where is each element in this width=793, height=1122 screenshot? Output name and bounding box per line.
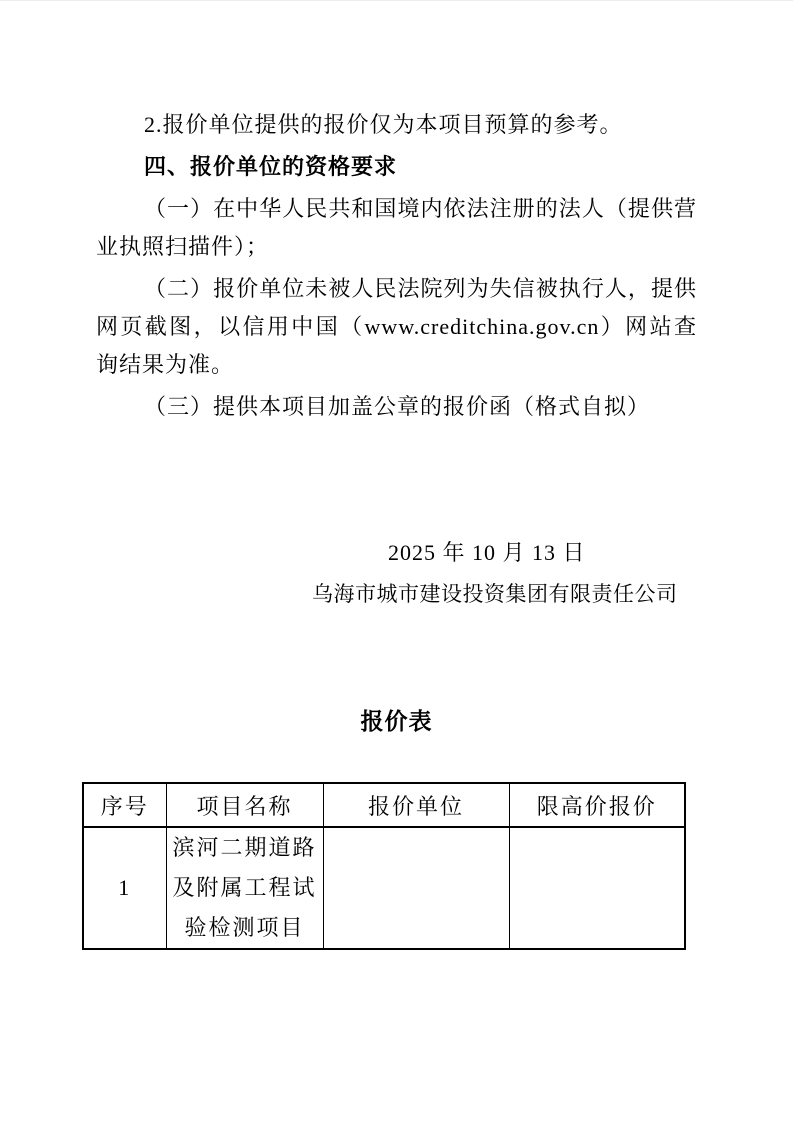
table-header-serial-number: 序号 bbox=[83, 783, 166, 827]
table-row bbox=[83, 827, 685, 949]
clause-quote-reference-text: 2.报价单位提供的报价仅为本项目预算的参考。 bbox=[144, 112, 623, 137]
qualification-item-3: （三）提供本项目加盖公章的报价函（格式自拟） bbox=[144, 394, 651, 419]
quote-table-header-row bbox=[83, 783, 685, 827]
table-header-max-price-quote: 限高价报价 bbox=[509, 783, 685, 827]
table-header-quote-unit: 报价单位 bbox=[323, 783, 509, 827]
section-heading-qualification-requirements: 四、报价单位的资格要求 bbox=[144, 154, 398, 179]
qualification-item-2: （二）报价单位未被人民法院列为失信被执行人，提供网页截图，以信用中国（www.creditchina.gov.cn）网站查询结果为准。 bbox=[96, 276, 697, 377]
cell-serial-number: 1 bbox=[83, 827, 166, 949]
cell-quote-unit bbox=[323, 827, 509, 949]
cell-project-name: 滨河二期道路及附属工程试验检测项目 bbox=[166, 827, 323, 949]
quote-table bbox=[82, 782, 686, 950]
table-header-project-name: 项目名称 bbox=[166, 783, 323, 827]
signature-date: 2025 年 10 月 13 日 bbox=[388, 540, 586, 565]
signature-company: 乌海市城市建设投资集团有限责任公司 bbox=[312, 582, 678, 606]
signature-block bbox=[96, 534, 697, 616]
qualification-item-1: （一）在中华人民共和国境内依法注册的法人（提供营业执照扫描件）； bbox=[96, 196, 697, 259]
cell-max-price-quote bbox=[509, 827, 685, 949]
quote-table-title: 报价表 bbox=[360, 708, 433, 734]
document-content bbox=[0, 1, 793, 950]
